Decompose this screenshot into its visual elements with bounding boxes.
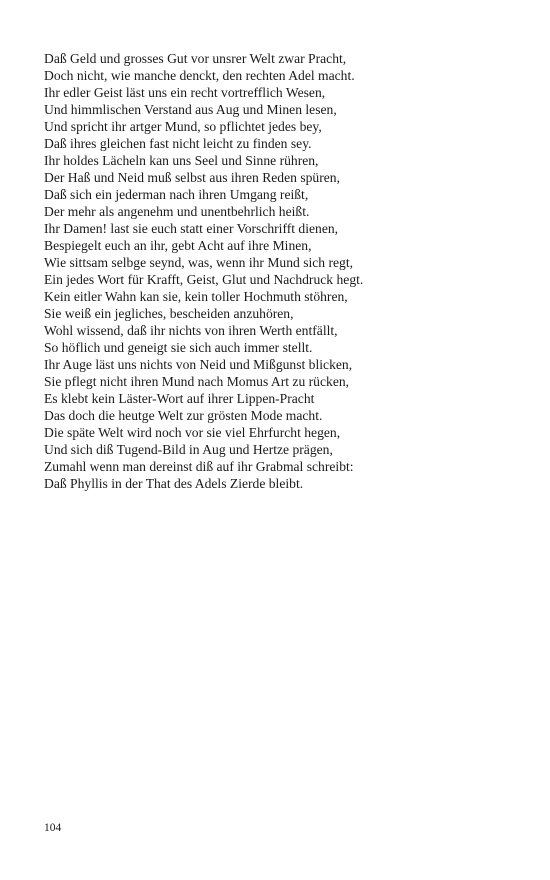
poem-text xyxy=(44,50,524,492)
page-number: 104 xyxy=(44,822,62,834)
poem-line: Sie pflegt nicht ihren Mund nach Momus Art zu rücken, xyxy=(44,374,350,389)
poem-line: Der mehr als angenehm und unentbehrlich heißt. xyxy=(44,204,310,219)
poem-line: Und spricht ihr artger Mund, so pflichtet jedes bey, xyxy=(44,119,322,134)
poem-line: Kein eitler Wahn kan sie, kein toller Hochmuth stöhren, xyxy=(44,289,348,304)
poem-line: Die späte Welt wird noch vor sie viel Ehrfurcht hegen, xyxy=(44,425,341,440)
poem-line: Das doch die heutge Welt zur grösten Mode macht. xyxy=(44,408,323,423)
poem-line: Daß Geld und grosses Gut vor unsrer Welt zwar Pracht, xyxy=(44,51,347,66)
poem-line: So höflich und geneigt sie sich auch immer stellt. xyxy=(44,340,313,355)
poem-line: Es klebt kein Läster-Wort auf ihrer Lippen-Pracht xyxy=(44,391,315,406)
poem-line: Wie sittsam selbge seynd, was, wenn ihr Mund sich regt, xyxy=(44,255,354,270)
poem-line: Daß ihres gleichen fast nicht leicht zu finden sey. xyxy=(44,136,312,151)
poem-line: Bespiegelt euch an ihr, gebt Acht auf ihre Minen, xyxy=(44,238,312,253)
poem-line: Ihr edler Geist läst uns ein recht vortrefflich Wesen, xyxy=(44,85,326,100)
poem-line: Sie weiß ein jegliches, bescheiden anzuhören, xyxy=(44,306,294,321)
poem-line: Ihr holdes Lächeln kan uns Seel und Sinne rühren, xyxy=(44,153,319,168)
poem-line: Daß Phyllis in der That des Adels Zierde bleibt. xyxy=(44,476,304,491)
poem-line: Zumahl wenn man dereinst diß auf ihr Grabmal schreibt: xyxy=(44,459,354,474)
poem-line: Und himmlischen Verstand aus Aug und Minen lesen, xyxy=(44,102,337,117)
poem-line: Ihr Damen! last sie euch statt einer Vorschrifft dienen, xyxy=(44,221,339,236)
poem-line: Ihr Auge läst uns nichts von Neid und Mißgunst blicken, xyxy=(44,357,353,372)
poem-line: Ein jedes Wort für Krafft, Geist, Glut und Nachdruck hegt. xyxy=(44,272,364,287)
poem-line: Und sich diß Tugend-Bild in Aug und Hertze prägen, xyxy=(44,442,333,457)
poem-line: Doch nicht, wie manche denckt, den rechten Adel macht. xyxy=(44,68,355,83)
poem-line: Wohl wissend, daß ihr nichts von ihren Werth entfällt, xyxy=(44,323,338,338)
poem-line: Der Haß und Neid muß selbst aus ihren Reden spüren, xyxy=(44,170,340,185)
poem-line: Daß sich ein jederman nach ihren Umgang reißt, xyxy=(44,187,309,202)
